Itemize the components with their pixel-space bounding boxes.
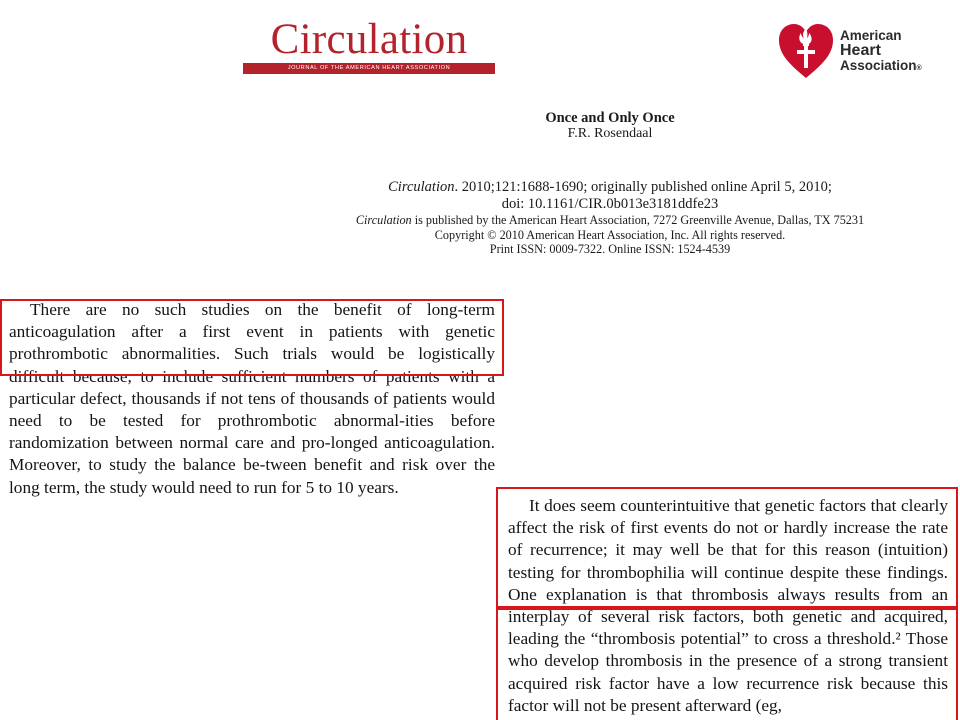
journal-tagline: JOURNAL OF THE AMERICAN HEART ASSOCIATION: [243, 63, 495, 74]
highlight-box-right-lower: [496, 608, 958, 720]
aha-logo: [777, 20, 952, 80]
article-title: Once and Only Once: [545, 110, 675, 126]
highlight-box-left: [0, 299, 504, 376]
circulation-journal-logo: [243, 18, 495, 72]
citation-copyright: Copyright © 2010 American Heart Association, Inc. All rights reserved.: [434, 227, 786, 242]
journal-wordmark: Circulation: [270, 16, 468, 63]
heart-torch-icon: [777, 20, 835, 80]
aha-line-association: [840, 58, 922, 76]
publisher-address: is published by the American Heart Association, 7272 Greenville Avenue, Dallas, TX 75231: [411, 213, 865, 227]
aha-wordmark: [840, 28, 922, 76]
citation-volume-pages: . 2010;121:1688-1690; originally published online April 5, 2010;: [454, 179, 832, 195]
right-excerpt-paragraph: It does seem counterintuitive that genetic factors that clearly affect the risk of first events do not or hardly increase the rate of recurrence; it may well be that for this reason (intuition) testing for thrombophilia will continue despite these findings. One explanation is that thrombosis always results from an interplay of several risk factors, both genetic and acquired, leading the “thrombosis potential” to cross a threshold.² Those who develop thrombosis in the presence of a strong transient acquired risk factor have a low recurrence risk because this factor will not be present afterward (eg,: [508, 496, 948, 715]
aha-association-text: Association: [840, 58, 917, 73]
citation-issn: Print ISSN: 0009-7322. Online ISSN: 1524-4539: [489, 242, 731, 256]
citation-publisher: [270, 213, 950, 228]
publisher-journal-name: Circulation: [355, 213, 412, 227]
citation-doi: doi: 10.1161/CIR.0b013e3181ddfe23: [501, 196, 719, 212]
left-excerpt-paragraph: There are no such studies on the benefit of long-term anticoagulation after a first event in patients with genetic prothrombotic abnormalities. Such trials would be logistically difficult because, to include sufficient numbers of patients with a particular defect, thousands if not tens of thousands of patients would need to be tested for prothrombotic abnormal-ities before randomization between normal care and pro-longed anticoagulation. Moreover, to study the balance be-tween benefit and risk over the long term, the study would need to run for 5 to 10 years.: [9, 300, 495, 497]
aha-line-american: American: [840, 28, 902, 43]
highlight-box-right: [496, 487, 958, 608]
registered-mark: ®: [916, 65, 922, 72]
citation-block: [270, 110, 950, 257]
aha-line-heart: Heart: [840, 42, 881, 59]
journal-name: Circulation: [388, 179, 455, 195]
citation-reference: [270, 179, 950, 196]
article-author: F.R. Rosendaal: [567, 126, 653, 141]
